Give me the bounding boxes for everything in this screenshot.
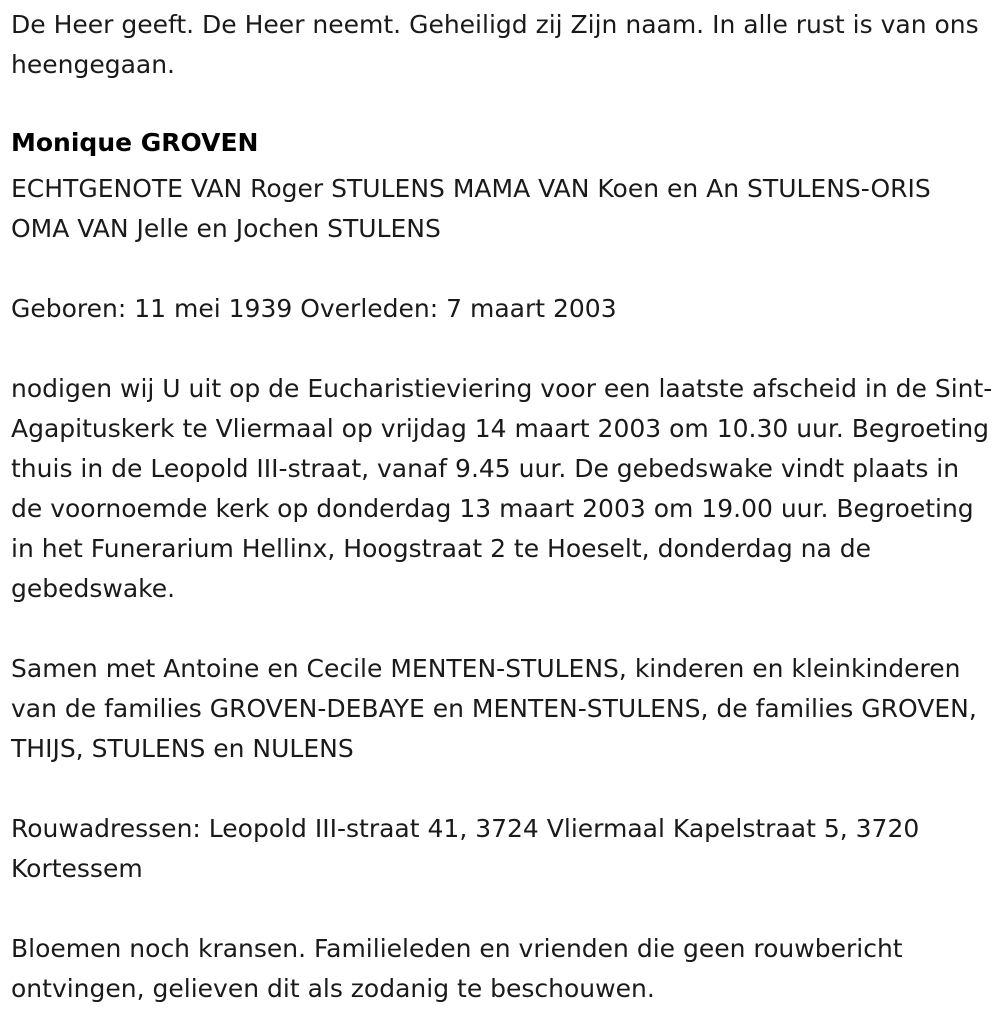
family-text: Samen met Antoine en Cecile MENTEN-STULENS, kinderen en kleinkinderen van de families GROVEN-DEBAYE en MENTEN-STULENS, de families GROVEN, THIJS, STULENS en NULENS: [11, 654, 977, 763]
ceremony-text: nodigen wij U uit op de Eucharistieviering voor een laatste afscheid in de Sint-Agapituskerk te Vliermaal op vrijdag 14 maart 2003 om 10.30 uur. Begroeting thuis in de Leopold III-straat, vanaf 9.45 uur. De gebedswake vindt plaats in de voornoemde kerk op donderdag 13 maart 2003 om 19.00 uur. Begroeting in het Funerarium Hellinx, Hoogstraat 2 te Hoeselt, donderdag na de gebedswake.: [11, 374, 993, 603]
deceased-name: Monique GROVEN: [11, 128, 259, 157]
relations-text: ECHTGENOTE VAN Roger STULENS MAMA VAN Koen en An STULENS-ORIS OMA VAN Jelle en Jochen STULENS: [11, 174, 931, 243]
addresses-text: Rouwadressen: Leopold III-straat 41, 3724 Vliermaal Kapelstraat 5, 3720 Kortessem: [11, 814, 920, 883]
opening-text: De Heer geeft. De Heer neemt. Geheiligd zij Zijn naam. In alle rust is van ons heengegaan.: [11, 10, 979, 79]
death-announcement: [11, 5, 996, 1009]
spacer: [11, 889, 996, 929]
spacer: [11, 769, 996, 809]
closing-text: Bloemen noch kransen. Familieleden en vrienden die geen rouwbericht ontvingen, gelieven dit als zodanig te beschouwen.: [11, 934, 903, 1003]
spacer: [11, 609, 996, 649]
dates-text: Geboren: 11 mei 1939 Overleden: 7 maart 2003: [11, 294, 617, 323]
spacer: [11, 249, 996, 289]
spacer: [11, 85, 996, 123]
spacer: [11, 329, 996, 369]
